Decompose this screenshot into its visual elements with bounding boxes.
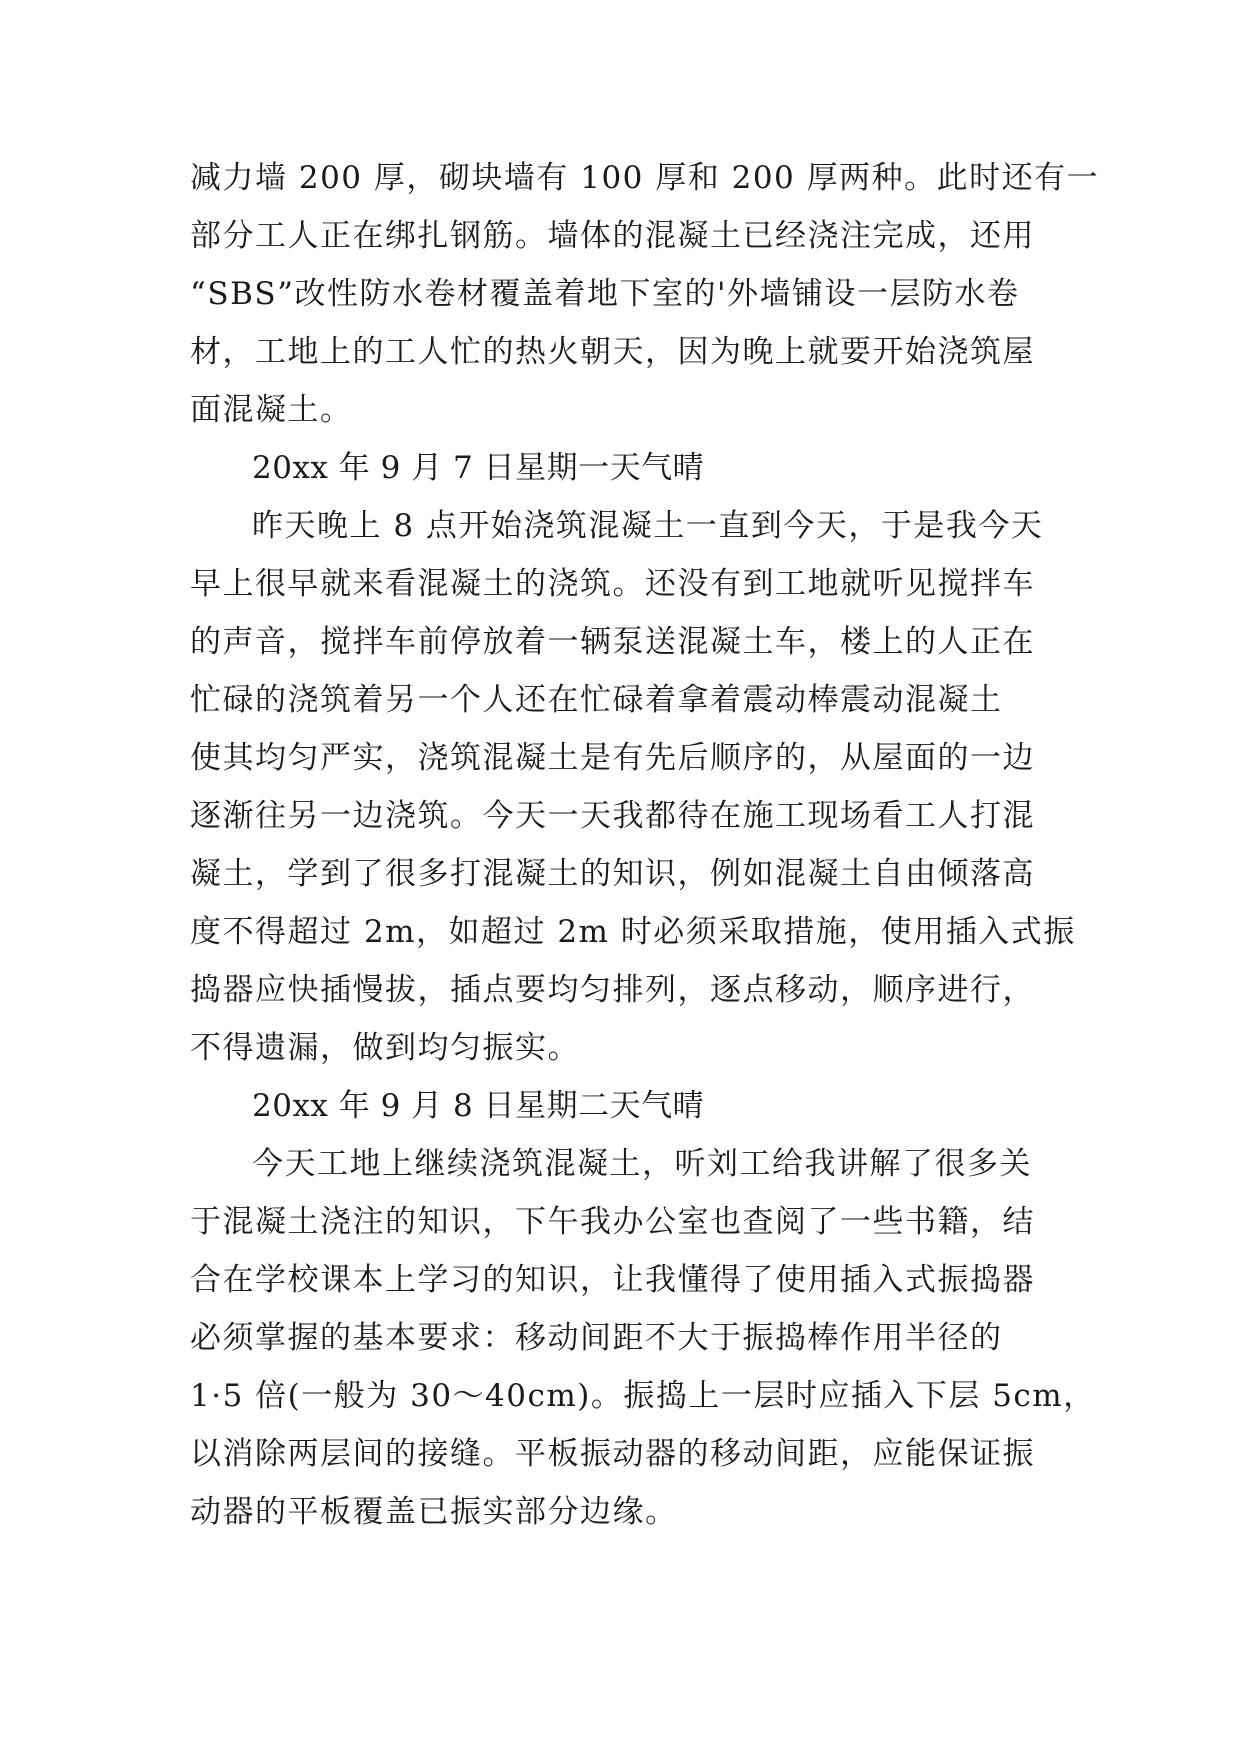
text-line: 于混凝土浇注的知识，下午我办公室也查阅了一些书籍，结	[190, 1204, 1035, 1240]
text-line: 不得遗漏，做到均匀振实。	[190, 1030, 580, 1066]
text-line: 动器的平板覆盖已振实部分边缘。	[190, 1494, 678, 1530]
text-line: 面混凝土。	[190, 392, 353, 428]
text-line: 的声音，搅拌车前停放着一辆泵送混凝土车，楼上的人正在	[190, 624, 1035, 660]
text-line: 凝土，学到了很多打混凝土的知识，例如混凝土自由倾落高	[190, 856, 1035, 892]
text-line: 减力墙 200 厚，砌块墙有 100 厚和 200 厚两种。此时还有一	[190, 160, 1100, 196]
text-line: 捣器应快插慢拔，插点要均匀排列，逐点移动，顺序进行，	[190, 972, 1035, 1008]
text-line: 1·5 倍(一般为 30～40cm)。振捣上一层时应插入下层 5cm，	[190, 1378, 1096, 1414]
date-heading: 20xx 年 9 月 7 日星期一天气晴	[252, 450, 705, 486]
text-line: 早上很早就来看混凝土的浇筑。还没有到工地就听见搅拌车	[190, 566, 1035, 602]
text-line: 度不得超过 2m，如超过 2m 时必须采取措施，使用插入式振	[190, 914, 1076, 950]
text-line: 材，工地上的工人忙的热火朝天，因为晚上就要开始浇筑屋	[190, 334, 1035, 370]
text-line: 部分工人正在绑扎钢筋。墙体的混凝土已经浇注完成，还用	[190, 218, 1035, 254]
text-line: 必须掌握的基本要求：移动间距不大于振捣棒作用半径的	[190, 1320, 1003, 1356]
date-heading: 20xx 年 9 月 8 日星期二天气晴	[252, 1088, 705, 1124]
paragraph-first-line: 昨天晚上 8 点开始浇筑混凝土一直到今天，于是我今天	[252, 508, 1044, 544]
text-line: 逐渐往另一边浇筑。今天一天我都待在施工现场看工人打混	[190, 798, 1035, 834]
text-line: 以消除两层间的接缝。平板振动器的移动间距，应能保证振	[190, 1436, 1035, 1472]
paragraph-first-line: 今天工地上继续浇筑混凝土，听刘工给我讲解了很多关	[252, 1146, 1032, 1182]
text-line: 合在学校课本上学习的知识，让我懂得了使用插入式振捣器	[190, 1262, 1035, 1298]
text-line: 忙碌的浇筑着另一个人还在忙碌着拿着震动棒震动混凝土	[190, 682, 1003, 718]
text-line: “SBS”改性防水卷材覆盖着地下室的'外墙铺设一层防水卷	[190, 276, 1020, 312]
text-line: 使其均匀严实，浇筑混凝土是有先后顺序的，从屋面的一边	[190, 740, 1035, 776]
